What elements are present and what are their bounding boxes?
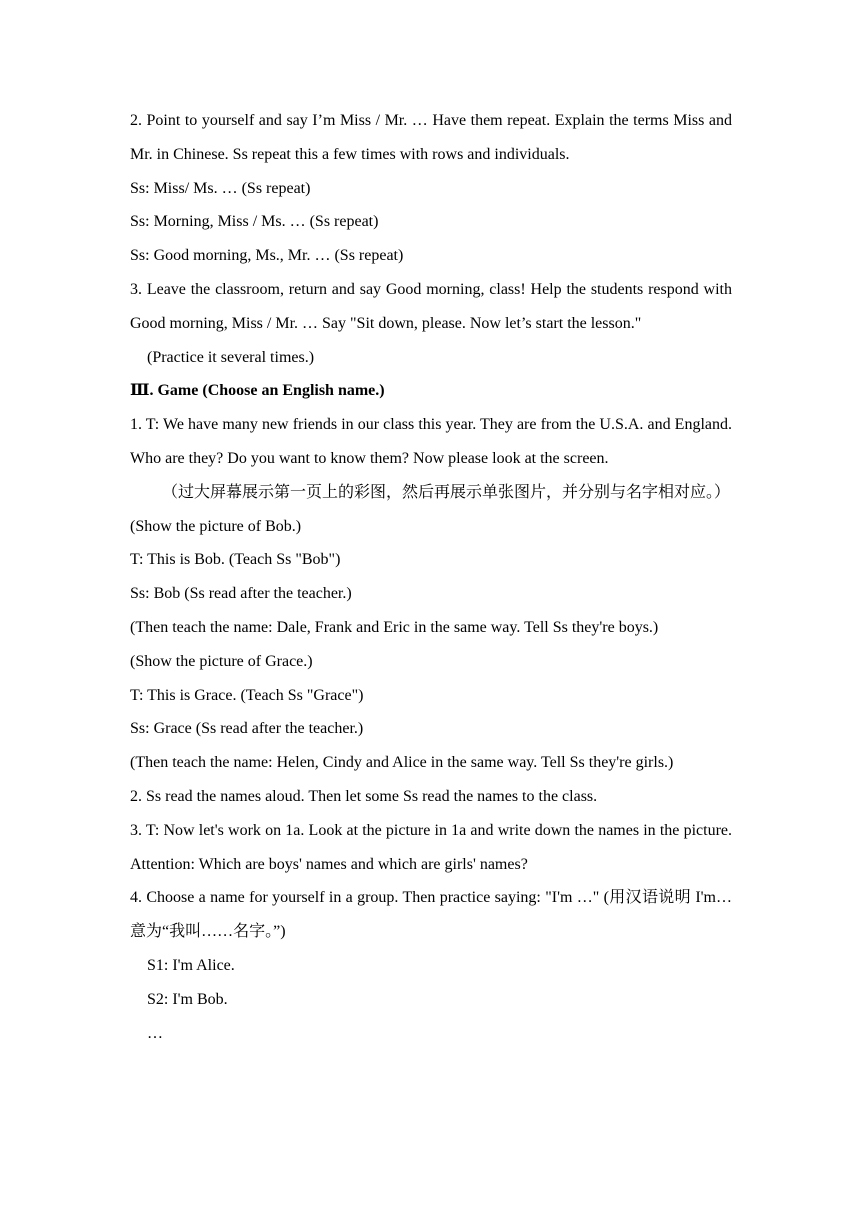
paragraph-read-names: 2. Ss read the names aloud. Then let some Ss read the names to the class. [130, 787, 598, 805]
dialogue-s1: S1: I'm Alice. [147, 956, 235, 974]
dialogue-line-miss: Ss: Miss/ Ms. … (Ss repeat) [130, 179, 311, 197]
dialogue-students-bob: Ss: Bob (Ss read after the teacher.) [130, 585, 352, 603]
dialogue-line-morning: Ss: Morning, Miss / Ms. … (Ss repeat) [130, 213, 379, 231]
document-page [130, 104, 732, 1050]
paragraph-new-friends: 1. T: We have many new friends in our class this year. They are from the U.S.A. and England. Who are they? Do you want to know them? Now please look at the screen. [130, 416, 732, 467]
paragraph-work-on-1a: 3. T: Now let's work on 1a. Look at the picture in 1a and write down the names in the picture. Attention: Which are boys' names and which are girls' names? [130, 821, 732, 873]
dialogue-s2: S2: I'm Bob. [147, 990, 228, 1008]
dialogue-teacher-grace: T: This is Grace. (Teach Ss "Grace") [130, 686, 364, 704]
ellipsis-line: … [147, 1024, 163, 1042]
paragraph-leave-classroom: 3. Leave the classroom, return and say Good morning, class! Help the students respond with Good morning, Miss / Mr. … Say "Sit down, please. Now let’s start the lesson." [130, 280, 732, 332]
section-heading-game: Ⅲ. Game (Choose an English name.) [130, 382, 385, 400]
dialogue-teacher-bob: T: This is Bob. (Teach Ss "Bob") [130, 551, 341, 569]
dialogue-line-good-morning: Ss: Good morning, Ms., Mr. … (Ss repeat) [130, 247, 404, 265]
paragraph-point-to-yourself: 2. Point to yourself and say I’m Miss / Mr. … Have them repeat. Explain the terms Miss and Mr. in Chinese. Ss repeat this a few times with rows and individuals. [130, 112, 732, 163]
paragraph-chinese-instruction: （过大屏幕展示第一页上的彩图，然后再展示单张图片，并分别与名字相对应。） [162, 483, 731, 501]
practice-note: (Practice it several times.) [147, 348, 315, 366]
note-teach-boys: (Then teach the name: Dale, Frank and Eric in the same way. Tell Ss they're boys.) [130, 618, 659, 636]
paragraph-choose-name: 4. Choose a name for yourself in a group. Then practice saying: "I'm …" (用汉语说明 I'm… 意为“我叫……名字。”) [130, 889, 732, 941]
note-show-grace: (Show the picture of Grace.) [130, 652, 313, 670]
note-teach-girls: (Then teach the name: Helen, Cindy and Alice in the same way. Tell Ss they're girls.) [130, 754, 674, 772]
dialogue-students-grace: Ss: Grace (Ss read after the teacher.) [130, 720, 364, 738]
note-show-bob: (Show the picture of Bob.) [130, 517, 302, 535]
